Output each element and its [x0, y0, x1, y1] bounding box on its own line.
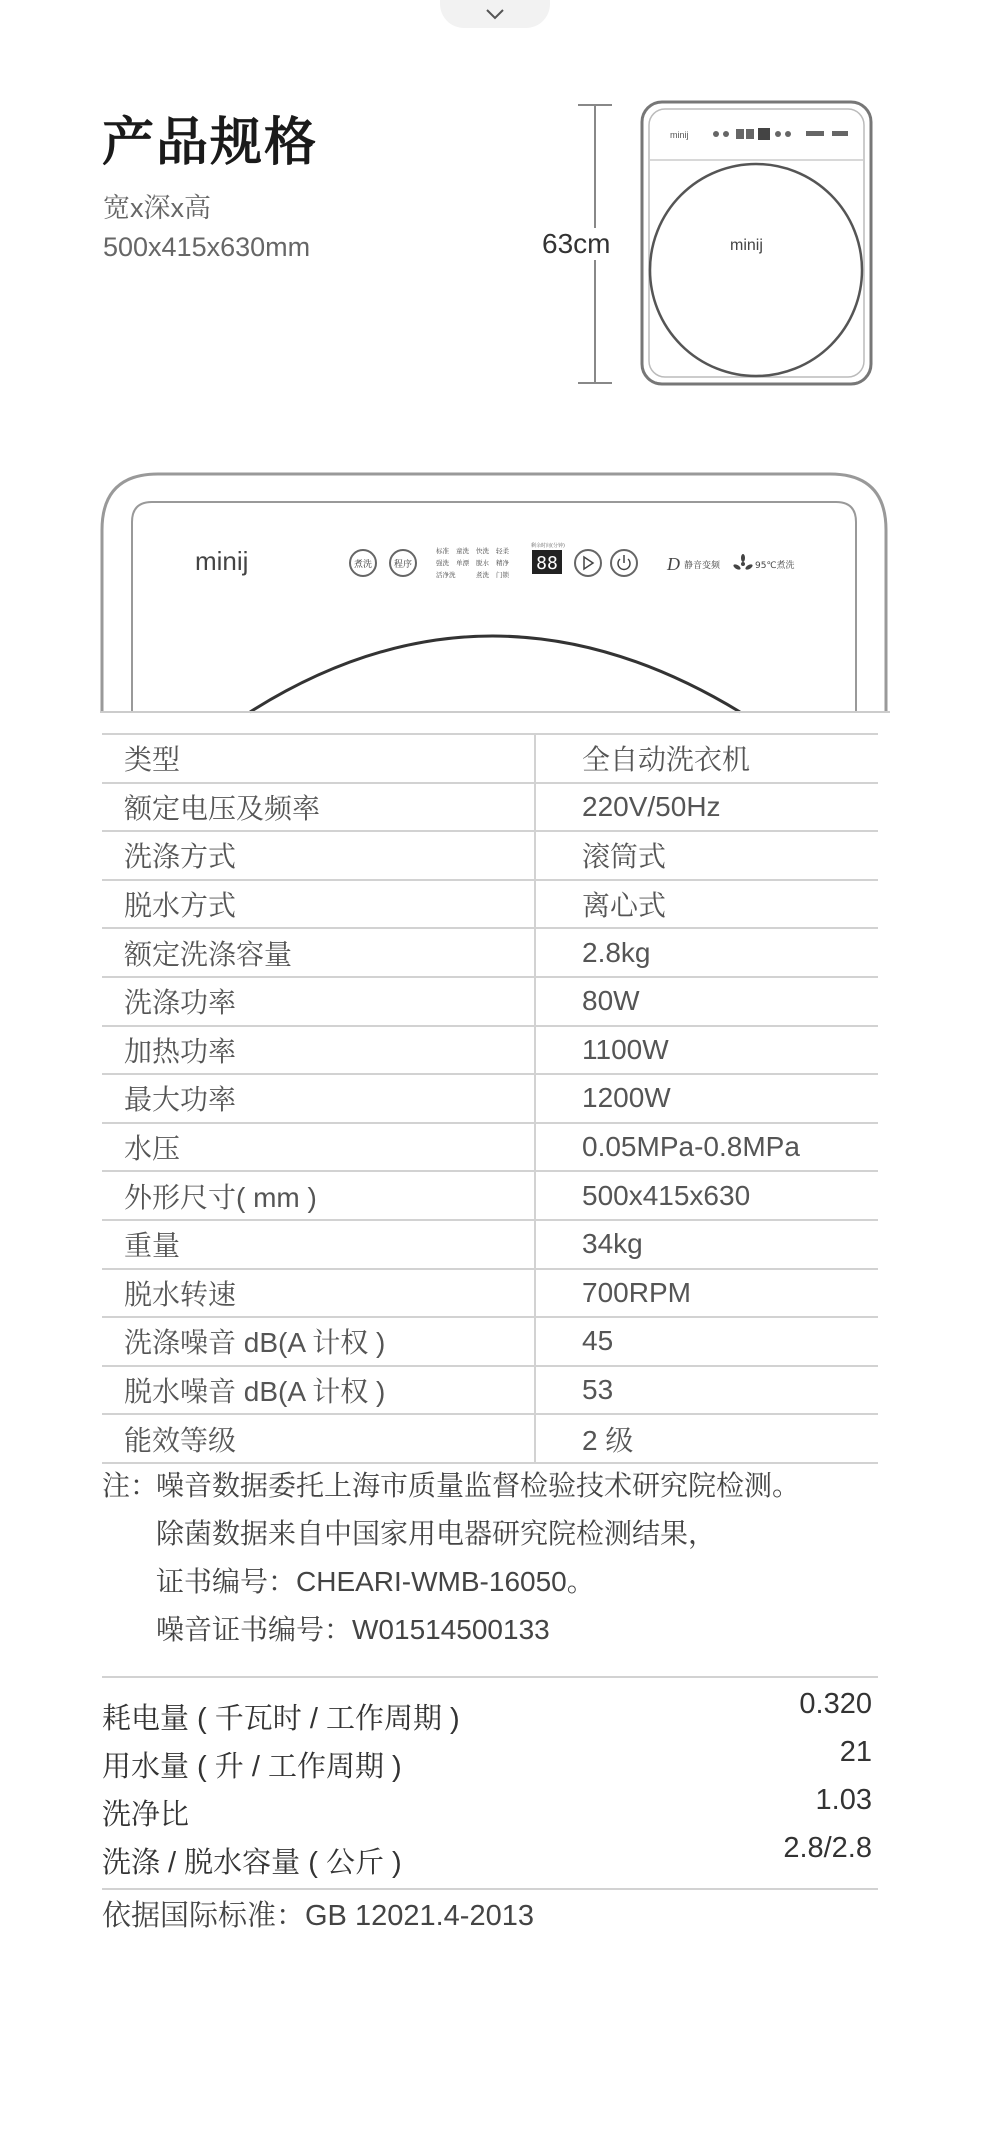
- washer-front-view: [640, 100, 875, 390]
- spec-key: 能效等级: [102, 1414, 535, 1463]
- svg-text:门锁: 门锁: [496, 571, 509, 579]
- note-line: 除菌数据来自中国家用电器研究院检测结果，: [156, 1518, 717, 1549]
- spec-key: 额定电压及频率: [102, 783, 535, 832]
- power-button[interactable]: [611, 550, 637, 576]
- note-line: 噪音数据委托上海市质量监督检验技术研究院检测。: [156, 1470, 801, 1501]
- panel-program-list: [436, 546, 510, 579]
- spec-key: 脱水方式: [102, 880, 535, 929]
- standard-text: 依据国际标准：GB 12021.4-2013: [102, 1900, 534, 1932]
- spec-key: 外形尺寸( mm ): [102, 1171, 535, 1220]
- efficiency-value: 1.03: [815, 1784, 872, 1816]
- table-row: [102, 1269, 878, 1318]
- spec-value: 34kg: [535, 1220, 878, 1269]
- spec-value: 0.05MPa-0.8MPa: [535, 1123, 878, 1172]
- spec-key: 脱水噪音 dB(A 计权 ): [102, 1366, 535, 1415]
- panel-button-boil[interactable]: [350, 550, 376, 576]
- spec-key: 加热功率: [102, 1026, 535, 1075]
- svg-text:童洗: 童洗: [456, 547, 469, 555]
- svg-text:快洗: 快洗: [476, 547, 489, 555]
- spec-key: 最大功率: [102, 1074, 535, 1123]
- start-pause-button[interactable]: [575, 550, 601, 576]
- table-row: [102, 1220, 878, 1269]
- spec-value: 700RPM: [535, 1269, 878, 1318]
- spec-value: 2 级: [535, 1414, 878, 1463]
- table-row: [102, 1414, 878, 1463]
- panel-logo: minij: [195, 546, 249, 576]
- spec-value: 80W: [535, 977, 878, 1026]
- dd-motor-icon: D: [667, 554, 680, 574]
- spec-value: 1200W: [535, 1074, 878, 1123]
- spec-value: 离心式: [535, 880, 878, 929]
- collapse-tab[interactable]: [440, 0, 550, 28]
- table-row: [102, 928, 878, 977]
- front-logo: minij: [730, 237, 763, 254]
- spec-key: 额定洗涤容量: [102, 928, 535, 977]
- svg-text:minij: minij: [670, 130, 689, 140]
- feature-quiet: 静音变频: [684, 561, 721, 571]
- spec-value: 53: [535, 1366, 878, 1415]
- table-row: [102, 880, 878, 929]
- svg-text:活净洗: 活净洗: [436, 571, 456, 579]
- spec-value: 滚筒式: [535, 831, 878, 880]
- dimension-label: 宽x深x高: [103, 193, 211, 223]
- efficiency-value: 21: [839, 1736, 872, 1768]
- table-row: [102, 783, 878, 832]
- spec-value: 1100W: [535, 1026, 878, 1075]
- panel-display: 88: [536, 553, 558, 574]
- efficiency-label: 洗涤 / 脱水容量 ( 公斤 ): [102, 1847, 402, 1879]
- dimension-value: 500x415x630mm: [103, 232, 311, 262]
- svg-text:单漂: 单漂: [456, 559, 469, 567]
- table-row: [102, 1123, 878, 1172]
- table-row: [102, 734, 878, 783]
- divider: [102, 1676, 878, 1678]
- efficiency-value: 2.8/2.8: [783, 1832, 872, 1864]
- table-row: [102, 831, 878, 880]
- svg-text:精净: 精净: [496, 559, 509, 567]
- table-row: [102, 1074, 878, 1123]
- efficiency-label: 耗电量 ( 千瓦时 / 工作周期 ): [102, 1703, 460, 1735]
- panel-button-program[interactable]: [390, 550, 416, 576]
- height-label: 63cm: [542, 228, 611, 259]
- spec-key: 洗涤方式: [102, 831, 535, 880]
- panel-button-boil-label: 煮洗: [353, 560, 373, 570]
- fan-icon: [733, 554, 754, 571]
- feature-boil: 95℃煮洗: [755, 561, 795, 571]
- page-title: 产品规格: [102, 114, 319, 172]
- svg-text:轻柔: 轻柔: [496, 547, 509, 555]
- spec-key: 洗涤噪音 dB(A 计权 ): [102, 1317, 535, 1366]
- efficiency-value: 0.320: [799, 1688, 872, 1720]
- spec-value: 全自动洗衣机: [535, 734, 878, 783]
- washer-top-view: [100, 470, 890, 715]
- spec-value: 45: [535, 1317, 878, 1366]
- svg-text:脱水: 脱水: [476, 559, 489, 567]
- table-row: [102, 1026, 878, 1075]
- spec-key: 重量: [102, 1220, 535, 1269]
- divider: [102, 1888, 878, 1890]
- spec-key: 脱水转速: [102, 1269, 535, 1318]
- spec-key: 水压: [102, 1123, 535, 1172]
- spec-value: 2.8kg: [535, 928, 878, 977]
- table-row: [102, 1366, 878, 1415]
- specs-table: [102, 733, 878, 1464]
- display-caption: 剩余时间(分钟): [531, 543, 565, 549]
- efficiency-label: 洗净比: [102, 1799, 190, 1831]
- svg-text:煮洗: 煮洗: [476, 571, 489, 579]
- svg-text:标准: 标准: [436, 547, 449, 555]
- spec-key: 类型: [102, 734, 535, 783]
- note-line: 噪音证书编号：W01514500133: [156, 1614, 550, 1645]
- svg-text:强洗: 强洗: [436, 559, 449, 567]
- spec-value: 500x415x630: [535, 1171, 878, 1220]
- table-row: [102, 977, 878, 1026]
- spec-value: 220V/50Hz: [535, 783, 878, 832]
- table-row: [102, 1171, 878, 1220]
- spec-key: 洗涤功率: [102, 977, 535, 1026]
- efficiency-label: 用水量 ( 升 / 工作周期 ): [102, 1751, 402, 1783]
- chevron-down-icon: [484, 7, 506, 21]
- note-line: 证书编号：CHEARI-WMB-16050。: [156, 1566, 595, 1597]
- table-row: [102, 1317, 878, 1366]
- notes-prefix: 注：: [102, 1470, 159, 1501]
- panel-button-program-label: 程序: [393, 560, 413, 570]
